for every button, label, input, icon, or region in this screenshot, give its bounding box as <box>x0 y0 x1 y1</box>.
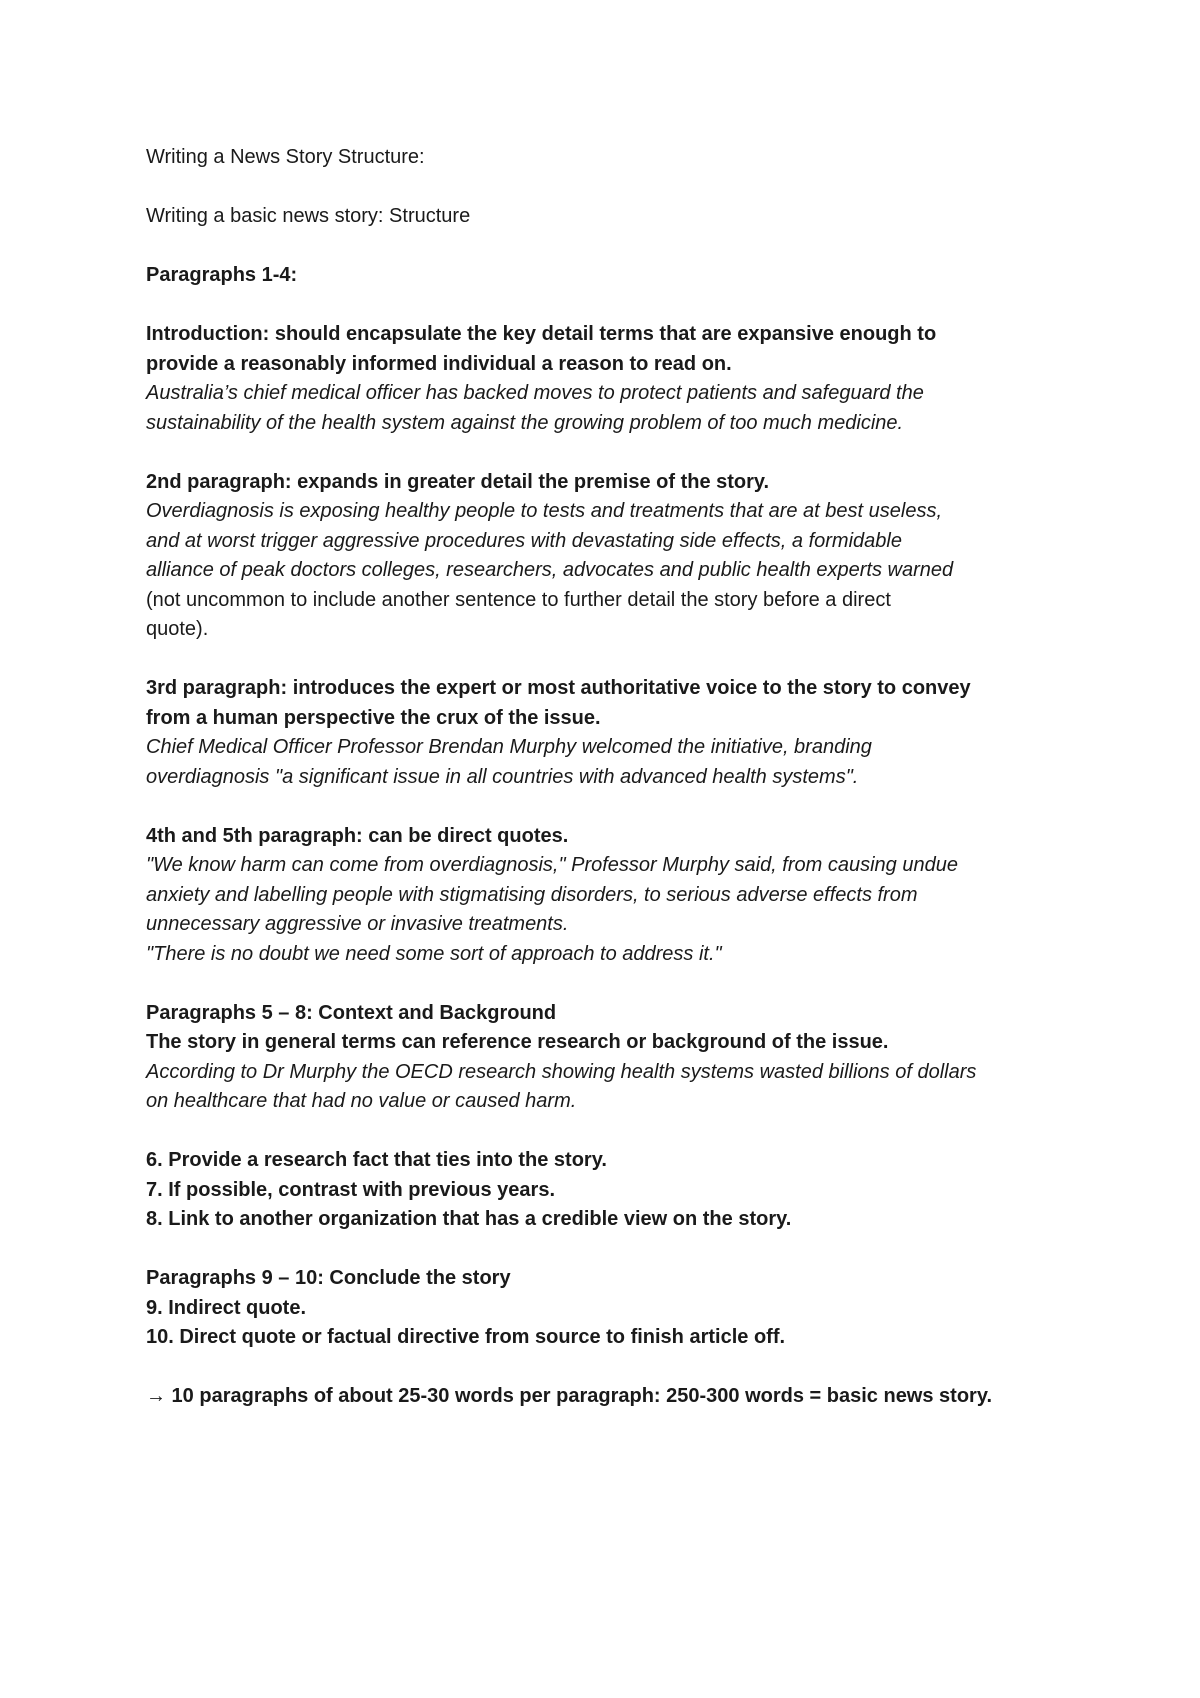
para45-example-line: "We know harm can come from overdiagnosis," Professor Murphy said, from causing undue <box>146 854 958 876</box>
para3-example-line: Chief Medical Officer Professor Brendan Murphy welcomed the initiative, branding <box>146 736 872 758</box>
document-subtitle: Writing a basic news story: Structure <box>146 205 471 227</box>
para45-example-line: "There is no doubt we need some sort of approach to address it." <box>146 942 722 965</box>
para2-note-line: (not uncommon to include another sentence to further detail the story before a direct <box>146 588 891 611</box>
intro-heading-line: Introduction: should encapsulate the key detail terms that are expansive enough to <box>146 323 937 345</box>
para3-heading-line: from a human perspective the crux of the issue. <box>146 706 601 729</box>
list-item: 9. Indirect quote. <box>146 1296 307 1319</box>
section-heading-paragraphs-9-10: Paragraphs 9 – 10: Conclude the story <box>146 1267 511 1289</box>
summary-line: → 10 paragraphs of about 25-30 words per paragraph: 250-300 words = basic news story. <box>146 1385 993 1407</box>
section-heading-paragraphs-5-8: Paragraphs 5 – 8: Context and Background <box>146 1001 557 1024</box>
document-page <box>146 143 1106 1412</box>
para45-example-line: anxiety and labelling people with stigmatising disorders, to serious adverse effects from <box>146 883 918 906</box>
document-title: Writing a News Story Structure: <box>146 146 425 168</box>
intro-example-line: Australia’s chief medical officer has backed moves to protect patients and safeguard the <box>146 382 924 404</box>
list-item: 10. Direct quote or factual directive from source to finish article off. <box>146 1326 786 1348</box>
para2-note-line: quote). <box>146 618 209 640</box>
para2-heading: 2nd paragraph: expands in greater detail the premise of the story. <box>146 470 770 493</box>
section-heading-paragraphs-1-4: Paragraphs 1-4: <box>146 264 298 286</box>
section2-example-line: According to Dr Murphy the OECD research showing health systems wasted billions of dollars <box>146 1060 977 1083</box>
list-item: 8. Link to another organization that has a credible view on the story. <box>146 1208 792 1230</box>
intro-heading-line: provide a reasonably informed individual a reason to read on. <box>146 352 732 375</box>
para2-example-line: alliance of peak doctors colleges, researchers, advocates and public health experts warned <box>146 559 954 581</box>
para45-heading: 4th and 5th paragraph: can be direct quotes. <box>146 824 569 847</box>
list-item: 6. Provide a research fact that ties into the story. <box>146 1149 607 1171</box>
list-item: 7. If possible, contrast with previous years. <box>146 1178 556 1201</box>
para3-example-line: overdiagnosis "a significant issue in all countries with advanced health systems". <box>146 765 859 788</box>
para3-heading-line: 3rd paragraph: introduces the expert or most authoritative voice to the story to convey <box>146 677 971 699</box>
section2-example-line: on healthcare that had no value or caused harm. <box>146 1090 577 1112</box>
para45-example-line: unnecessary aggressive or invasive treatments. <box>146 913 569 935</box>
para2-example-line: and at worst trigger aggressive procedures with devastating side effects, a formidable <box>146 529 902 552</box>
para2-example-line: Overdiagnosis is exposing healthy people to tests and treatments that are at best useless, <box>146 500 943 522</box>
intro-example-line: sustainability of the health system against the growing problem of too much medicine. <box>146 411 904 434</box>
section2-subheading: The story in general terms can reference research or background of the issue. <box>146 1031 889 1053</box>
